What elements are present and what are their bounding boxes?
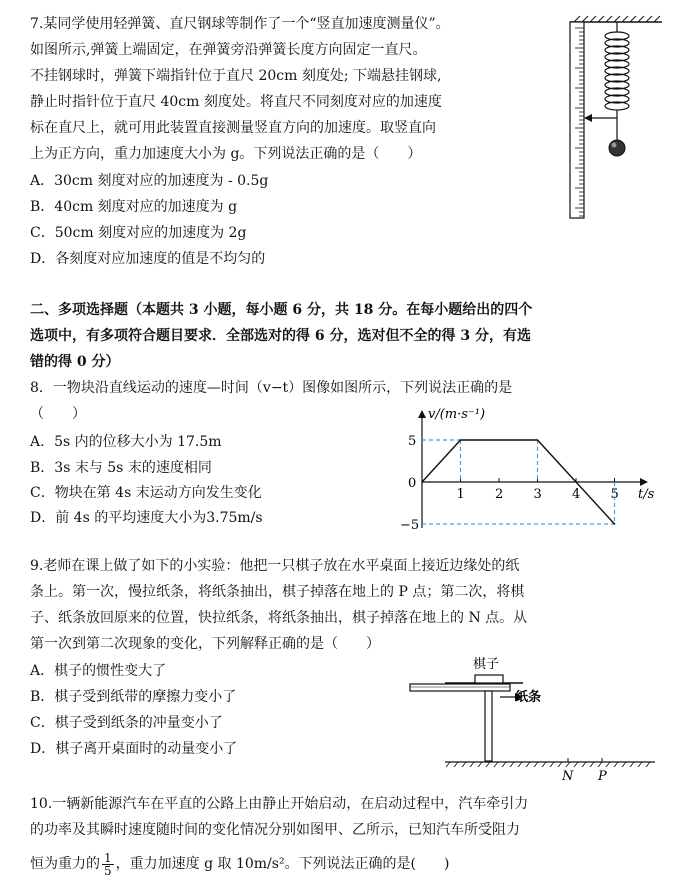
x-tick-label: 3: [533, 487, 542, 502]
fraction-denominator: 5: [104, 863, 112, 878]
x-tick-label: 2: [495, 487, 504, 502]
x-tick-label: 5: [610, 487, 619, 502]
q7-option-d: D．各刻度对应加速度的值是不均匀的: [30, 251, 266, 267]
y-tick-label: 5: [408, 434, 417, 449]
spring-ruler-figure: [562, 14, 668, 224]
point-p-label: P: [598, 769, 607, 784]
q7-option-c: C．50cm 刻度对应的加速度为 2g: [30, 225, 247, 241]
x-tick-label: 4: [572, 487, 581, 502]
q7-option-a: A．30cm 刻度对应的加速度为 - 0.5g: [30, 173, 269, 189]
point-n-label: N: [562, 769, 574, 784]
x-axis-label: t/s: [638, 487, 655, 502]
q7-line: 如图所示,弹簧上端固定，在弹簧旁沿弹簧长度方向固定一直尺。: [30, 42, 427, 58]
x-tick-label: 1: [456, 487, 465, 502]
q8-option-c: C．物块在第 4s 末运动方向发生变化: [30, 485, 262, 501]
q8-option-a: A．5s 内的位移大小为 17.5m: [30, 434, 222, 450]
q9-option-d: D．棋子离开桌面时的动量变小了: [30, 741, 238, 757]
q7-line: 上为正方向，重力加速度大小为 g。下列说法正确的是（ ）: [30, 146, 422, 162]
data-point: [460, 439, 462, 441]
q10-line-last: [30, 850, 449, 878]
section-line: 错的得 0 分）: [30, 354, 120, 370]
q8-option-d: D．前 4s 的平均速度大小为3.75m/s: [30, 510, 263, 526]
q9-option-c: C．棋子受到纸条的冲量变小了: [30, 715, 223, 731]
q9-option-b: B．棋子受到纸带的摩擦力变小了: [30, 689, 237, 705]
table-paper-figure: [405, 648, 660, 788]
q9-line: 条上。第一次，慢拉纸条，将纸条抽出，棋子掉落在地上的 P 点；第二次，将棋: [30, 584, 525, 600]
y-axis-arrow: [418, 410, 426, 418]
q8-line: 8．一物块沿直线运动的速度—时间（v−t）图像如图所示，下列说法正确的是: [30, 380, 513, 396]
y-tick-label: −5: [400, 518, 420, 533]
section-line: 选项中，有多项符合题目要求．全部选对的得 6 分，选对但不全的得 3 分，有选: [30, 328, 531, 344]
data-point: [537, 439, 539, 441]
q7-line: 标在直尺上，就可用此装置直接测量竖直方向的加速度。取竖直向: [30, 120, 436, 136]
data-point: [421, 481, 423, 483]
q10-line: 的功率及其瞬时速度随时间的变化情况分别如图甲、乙所示，已知汽车所受阻力: [30, 822, 520, 838]
q7-line: 7.某同学使用轻弹簧、直尺钢球等制作了一个“竖直加速度测量仪”。: [30, 16, 450, 32]
x-axis-arrow: [640, 478, 648, 486]
q9-line: 子、纸条放回原来的位置，快拉纸条，将纸条抽出，棋子掉落在地上的 N 点。从: [30, 610, 528, 626]
y-axis-label: v/(m·s⁻¹): [428, 407, 486, 422]
fraction-numerator: 1: [104, 850, 112, 865]
q9-line: 9.老师在课上做了如下的小实验：他把一只棋子放在水平桌面上接近边缘处的纸: [30, 558, 520, 574]
q9-line: 第一次到第二次现象的变化，下列解释正确的是（ ）: [30, 636, 380, 652]
q7-line: 静止时指针位于直尺 40cm 刻度处。将直尺不同刻度对应的加速度: [30, 94, 442, 110]
y-tick-label: 0: [408, 476, 417, 491]
fraction: [102, 852, 114, 877]
q9-option-a: A．棋子的惯性变大了: [30, 663, 167, 679]
q7-line: 不挂钢球时，弹簧下端指针位于直尺 20cm 刻度处; 下端悬挂钢球,: [30, 68, 442, 84]
q10-suffix: ，重力加速度 g 取 10m/s²。下列说法正确的是( ): [115, 856, 450, 872]
vt-chart: [380, 400, 670, 540]
piece-label: 棋子: [473, 657, 500, 672]
q10-line: 10.一辆新能源汽车在平直的公路上由静止开始启动，在启动过程中，汽车牵引力: [30, 796, 529, 812]
q10-prefix: 恒为重力的: [30, 856, 100, 872]
section-line: 二、多项选择题（本题共 3 小题，每小题 6 分，共 18 分。在每小题给出的四个: [30, 302, 533, 318]
strip-label: 纸条: [515, 690, 542, 705]
q8-option-b: B．3s 末与 5s 末的速度相同: [30, 460, 212, 476]
q7-option-b: B．40cm 刻度对应的加速度为 g: [30, 199, 238, 215]
q8-line: （ ）: [30, 406, 86, 422]
data-point: [614, 523, 616, 525]
